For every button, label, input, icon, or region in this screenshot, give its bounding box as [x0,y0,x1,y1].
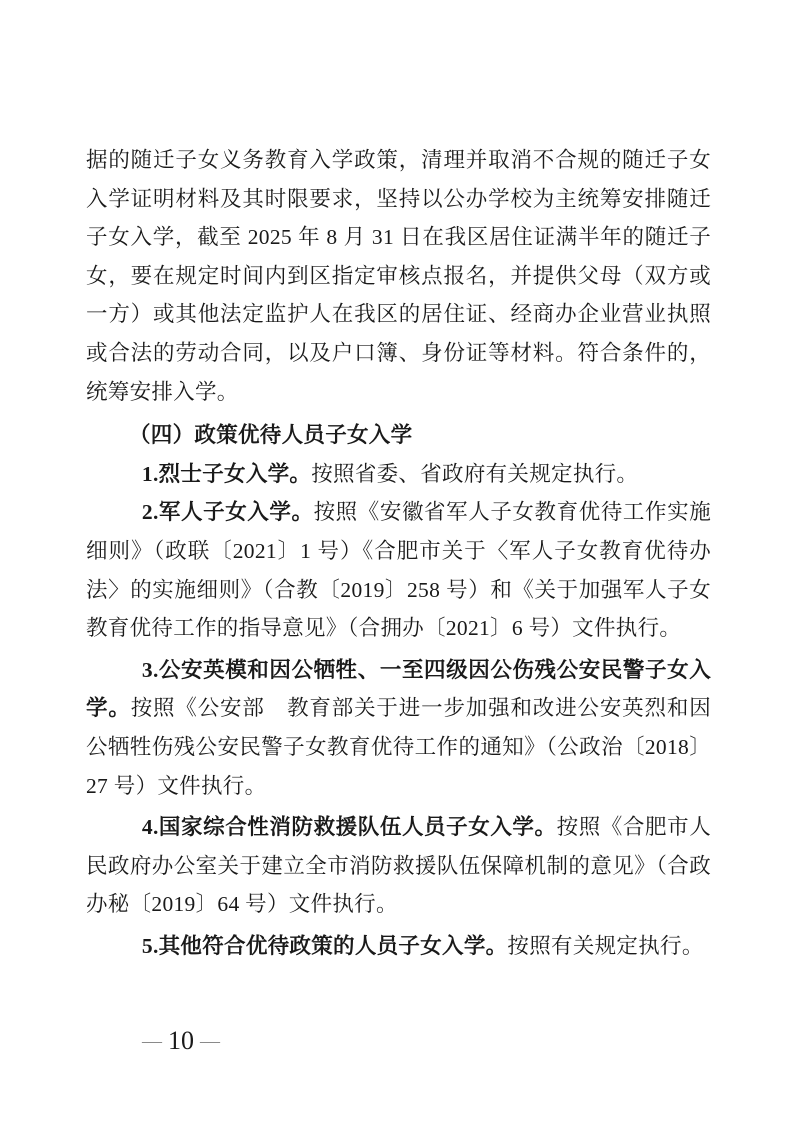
footer-left-dash: — [142,1030,162,1052]
paragraph-text: 据的随迁子女义务教育入学政策，清理并取消不合规的随迁子女入学证明材料及其时限要求，坚持以公办学校为主统筹安排随迁子女入学，截至 2025 年 8 月 31 日在我区居住证满半年的随迁子女，要在规定时间内到区指定审核点报名，并提供父母（双方或一方）或其他法定监护人在我区的居住证、经商办企业营业执照或合法的劳动合同，以及户口簿、身份证等材料。符合条件的，统筹安排入学。 [86,148,711,404]
paragraph-continuation [86,141,711,411]
item-2-lead: 2.军人子女入学。 [141,500,314,525]
item-5-lead: 5.其他符合优待政策的人员子女入学。 [141,933,508,958]
footer-right-dash: — [200,1030,220,1052]
item-3-lead: 3.公安英模和因公牺牲、一至四级因公伤残公安民警子女入学。 [86,657,711,721]
item-3-body: 按照《公安部 教育部关于进一步加强和改进公安英烈和因公牺牲伤残公安民警子女教育优待工作的通知》（公政治〔2018〕27 号）文件执行。 [86,696,711,798]
section-heading-text: （四）政策优待人员子女入学 [129,423,413,448]
item-4-body: 按照《合肥市人民政府办公室关于建立全市消防救援队伍保障机制的意见》（合政办秘〔2019〕64 号）文件执行。 [86,815,711,917]
item-5-body: 按照有关规定执行。 [507,933,704,958]
page-number: 10 [168,1026,194,1055]
page-footer [142,1026,220,1056]
item-1-lead: 1.烈士子女入学。 [141,461,312,486]
list-item-1 [86,455,711,494]
list-item-3 [86,651,711,805]
document-body [86,141,711,965]
item-1-body: 按照省委、省政府有关规定执行。 [311,461,639,486]
list-item-2 [86,493,711,647]
list-item-4 [86,808,711,924]
item-4-lead: 4.国家综合性消防救援队伍人员子女入学。 [141,815,557,840]
item-2-body: 按照《安徽省军人子女教育优待工作实施细则》（政联〔2021〕1 号）《合肥市关于〈军人子女教育优待办法〉的实施细则》（合教〔2019〕258 号）和《关于加强军人子女教育优待工作的指导意见》（合拥办〔2021〕6 号）文件执行。 [86,500,711,641]
section-heading [86,416,711,455]
list-item-5 [86,927,711,966]
